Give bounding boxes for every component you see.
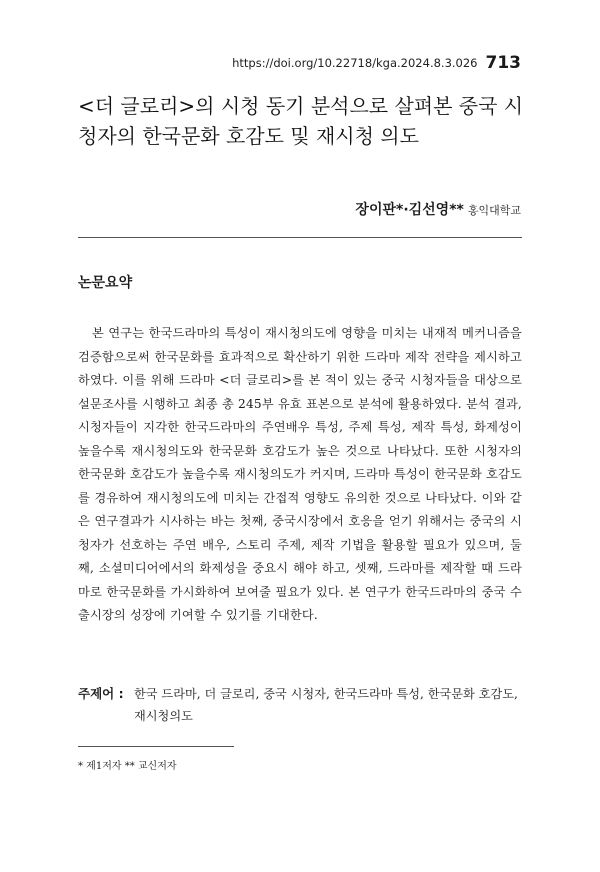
- author-affiliation: 홍익대학교: [467, 204, 521, 217]
- keywords-text: 한국 드라마, 더 글로리, 중국 시청자, 한국드라마 특성, 한국문화 호감도, 재시청의도: [134, 687, 518, 723]
- doi-link[interactable]: https://doi.org/10.22718/kga.2024.8.3.026: [232, 56, 478, 70]
- title-divider: [78, 237, 522, 238]
- keywords-label: 주제어 :: [78, 686, 124, 701]
- author-names: 장이판*·김선영**: [355, 202, 464, 218]
- paper-title: <더 글로리>의 시청 동기 분석으로 살펴본 중국 시청자의 한국문화 호감도 및 재시청 의도: [78, 94, 524, 148]
- footnote-divider: [78, 746, 234, 747]
- abstract-body: 본 연구는 한국드라마의 특성이 재시청의도에 영향을 미치는 내재적 메커니즘을 검증함으로써 한국문화를 효과적으로 확산하기 위한 드라마 제작 전략을 제시하고 하였다. 이를 위해 드라마 <더 글로리>를 본 적이 있는 중국 시청자들을 대상으로 설문조사를 시행하고 최종 총 245부 유효 표본으로 분석에 활용하였다. 분석 결과, 시청자들이 지각한 한국드라마의 주연배우 특성, 주제 특성, 제작 특성, 화제성이 높을수록 재시청의도와 한국문화 호감도가 높은 것으로 나타났다. 또한 시청자의 한국문화 호감도가 높을수록 재시청의도가 커지며, 드라마 특성이 한국문화 호감도를 경유하여 재시청의도에 미치는 간접적 영향도 유의한 것으로 나타났다. 이와 같은 연구결과가 시사하는 바는 첫째, 중국시장에서 호응을 얻기 위해서는 중국의 시청자가 선호하는 주연 배우, 스토리 주제, 제작 기법을 활용할 필요가 있으며, 둘째, 소셜미디어에서의 화제성을 중요시 해야 하고, 셋째, 드라마를 제작할 때 드라마로 한국문화를 가시화하여 보여줄 필요가 있다. 본 연구가 한국드라마의 중국 수출시장의 성장에 기여할 수 있기를 기대한다.: [78, 326, 522, 622]
- abstract-heading: 논문요약: [78, 275, 133, 291]
- running-header: [0, 52, 521, 73]
- author-line: [0, 199, 521, 219]
- footnote: * 제1저자 ** 교신저자: [78, 761, 177, 772]
- page-number: 713: [485, 53, 521, 73]
